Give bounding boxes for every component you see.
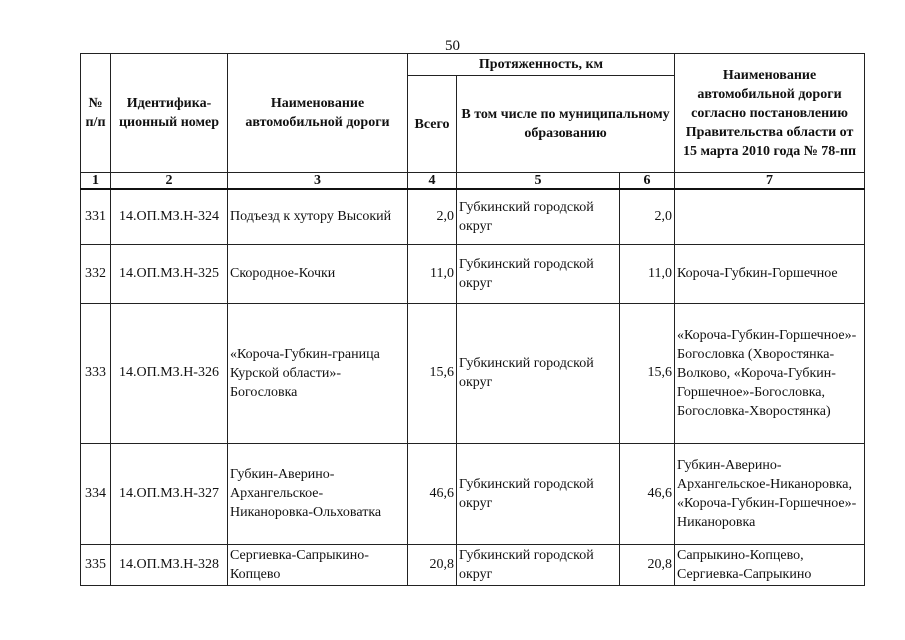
cell-name: Скородное-Кочки — [228, 244, 408, 303]
cell-num: 331 — [81, 189, 111, 244]
cell-municipal: 2,0 — [620, 189, 675, 244]
column-number: 4 — [408, 173, 457, 190]
cell-id: 14.ОП.МЗ.Н-325 — [111, 244, 228, 303]
cell-district: Губкинский городской округ — [457, 443, 620, 544]
cell-old-name: «Короча-Губкин-Горшечное»-Богословка (Хворостянка-Волково, «Короча-Губкин-Горшечное»-Богословка, Богословка-Хворостянка) — [675, 303, 865, 443]
cell-old-name: Сапрыкино-Копцево, Сергиевка-Сапрыкино — [675, 544, 865, 585]
column-number: 7 — [675, 173, 865, 190]
cell-id: 14.ОП.МЗ.Н-327 — [111, 443, 228, 544]
table-row — [81, 189, 865, 244]
roads-table — [80, 53, 865, 586]
cell-name: Подъезд к хутору Высокий — [228, 189, 408, 244]
cell-old-name — [675, 189, 865, 244]
header-municipal: В том числе по муниципальному образованию — [457, 76, 675, 173]
cell-num: 333 — [81, 303, 111, 443]
cell-total: 11,0 — [408, 244, 457, 303]
cell-total: 20,8 — [408, 544, 457, 585]
cell-district: Губкинский городской округ — [457, 189, 620, 244]
cell-old-name: Губкин-Аверино-Архангельское-Никаноровка, «Короча-Губкин-Горшечное»-Никаноровка — [675, 443, 865, 544]
table-row — [81, 244, 865, 303]
column-number: 2 — [111, 173, 228, 190]
cell-municipal: 15,6 — [620, 303, 675, 443]
cell-name: Сергиевка-Сапрыкино-Копцево — [228, 544, 408, 585]
header-num: № п/п — [81, 54, 111, 173]
cell-name: «Короча-Губкин-граница Курской области»-Богословка — [228, 303, 408, 443]
cell-district: Губкинский городской округ — [457, 544, 620, 585]
cell-total: 46,6 — [408, 443, 457, 544]
cell-num: 334 — [81, 443, 111, 544]
column-number: 3 — [228, 173, 408, 190]
column-number: 6 — [620, 173, 675, 190]
cell-district: Губкинский городской округ — [457, 244, 620, 303]
header-old-name: Наименование автомобильной дороги согласно постановлению Правительства области от 15 марта 2010 года № 78-пп — [675, 54, 865, 173]
table-row — [81, 544, 865, 585]
header-row-1 — [81, 54, 865, 76]
cell-municipal: 20,8 — [620, 544, 675, 585]
column-number-row — [81, 173, 865, 190]
cell-num: 332 — [81, 244, 111, 303]
cell-total: 2,0 — [408, 189, 457, 244]
table-row — [81, 303, 865, 443]
table-row — [81, 443, 865, 544]
cell-num: 335 — [81, 544, 111, 585]
cell-old-name: Короча-Губкин-Горшечное — [675, 244, 865, 303]
cell-district: Губкинский городской округ — [457, 303, 620, 443]
cell-name: Губкин-Аверино-Архангельское-Никаноровка-Ольховатка — [228, 443, 408, 544]
cell-id: 14.ОП.МЗ.Н-324 — [111, 189, 228, 244]
cell-municipal: 46,6 — [620, 443, 675, 544]
page-number: 50 — [445, 38, 460, 54]
header-id: Идентифика-ционный номер — [111, 54, 228, 173]
header-name: Наименование автомобильной дороги — [228, 54, 408, 173]
column-number: 5 — [457, 173, 620, 190]
cell-id: 14.ОП.МЗ.Н-328 — [111, 544, 228, 585]
column-number: 1 — [81, 173, 111, 190]
header-total: Всего — [408, 76, 457, 173]
header-length-group: Протяженность, км — [408, 54, 675, 76]
cell-total: 15,6 — [408, 303, 457, 443]
cell-id: 14.ОП.МЗ.Н-326 — [111, 303, 228, 443]
cell-municipal: 11,0 — [620, 244, 675, 303]
